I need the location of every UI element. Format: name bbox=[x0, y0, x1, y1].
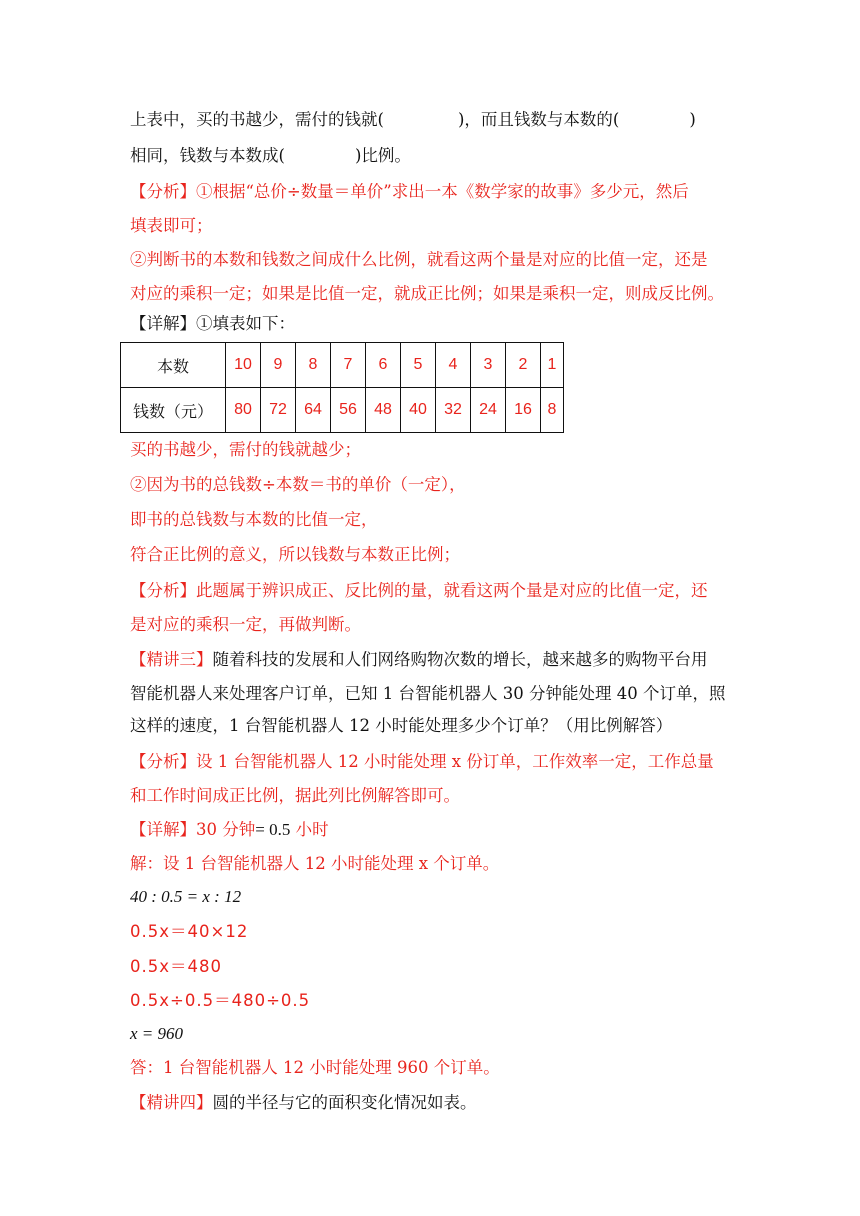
analysis-line-4: 对应的乘积一定；如果是比值一定，就成正比例；如果是乘积一定，则成反比例。 bbox=[130, 284, 724, 303]
table-cell: 5 bbox=[401, 343, 436, 388]
table-cell: 80 bbox=[226, 388, 261, 433]
lecture-tag: 【精讲四】 bbox=[130, 1093, 213, 1112]
table-cell: 9 bbox=[261, 343, 296, 388]
analysis-text: 此题属于辨识成正、反比例的量，就看这两个量是对应的比值一定，还 bbox=[196, 581, 708, 600]
table-cell: 64 bbox=[296, 388, 331, 433]
table-cell: 6 bbox=[366, 343, 401, 388]
detail-text: 小时 bbox=[290, 820, 329, 839]
solve-line: 解：设 1 台智能机器人 12 小时能处理 x 个订单。 bbox=[130, 854, 500, 873]
table-cell: 56 bbox=[331, 388, 366, 433]
detail-after-line-4: 符合正比例的意义，所以钱数与本数正比例； bbox=[130, 545, 460, 564]
analysis2-line-1 bbox=[130, 579, 708, 603]
lecture3-line-3: 这样的速度，1 台智能机器人 12 小时能处理多少个订单？（用比例解答） bbox=[130, 716, 673, 735]
detail-after-line-2: ②因为书的总钱数÷本数＝书的单价（一定）， bbox=[130, 475, 466, 494]
analysis3-line-1 bbox=[130, 750, 714, 774]
table-cell: 16 bbox=[506, 388, 541, 433]
lecture4-line bbox=[130, 1091, 477, 1115]
question-line-2 bbox=[130, 144, 411, 168]
table-row-money bbox=[121, 388, 564, 433]
question-text: )，而且钱数与本数的( bbox=[457, 110, 620, 129]
lecture-tag: 【精讲三】 bbox=[130, 650, 213, 669]
question-text: 上表中，买的书越少，需付的钱就( bbox=[130, 110, 384, 129]
table-cell: 8 bbox=[541, 388, 564, 433]
books-money-table bbox=[120, 342, 564, 433]
detail3-line bbox=[130, 818, 329, 842]
table-cell: 32 bbox=[436, 388, 471, 433]
detail-after-line-1: 买的书越少，需付的钱就越少； bbox=[130, 440, 361, 459]
table-cell: 40 bbox=[401, 388, 436, 433]
equation-step-1: 0.5x＝40×12 bbox=[130, 922, 249, 941]
detail-line bbox=[130, 312, 295, 336]
detail-after-line-3: 即书的总钱数与本数的比值一定， bbox=[130, 510, 378, 529]
lecture-text: 随着科技的发展和人们网络购物次数的增长，越来越多的购物平台用 bbox=[212, 650, 708, 669]
table-cell: 72 bbox=[261, 388, 296, 433]
lecture3-line-1 bbox=[130, 648, 708, 672]
equation-step-3: 0.5x÷0.5＝480÷0.5 bbox=[130, 991, 311, 1010]
table-cell: 3 bbox=[471, 343, 506, 388]
question-line-1 bbox=[130, 108, 696, 132]
lecture3-line-2: 智能机器人来处理客户订单，已知 1 台智能机器人 30 分钟能处理 40 个订单，照 bbox=[130, 684, 726, 703]
table-cell: 4 bbox=[436, 343, 471, 388]
detail-tag: 【详解】 bbox=[130, 314, 196, 333]
table-cell: 7 bbox=[331, 343, 366, 388]
equation-result: x = 960 bbox=[130, 1024, 184, 1043]
analysis-tag: 【分析】 bbox=[130, 182, 196, 201]
table-cell: 48 bbox=[366, 388, 401, 433]
question-text: 相同，钱数与本数成( bbox=[130, 146, 285, 165]
analysis-tag: 【分析】 bbox=[130, 581, 196, 600]
analysis-line-2: 填表即可； bbox=[130, 216, 213, 235]
analysis-text: 设 1 台智能机器人 12 小时能处理 x 份订单，工作效率一定，工作总量 bbox=[196, 752, 714, 771]
analysis-line-1 bbox=[130, 180, 689, 204]
math-expression: = 0.5 bbox=[255, 820, 291, 839]
equation-step-2: 0.5x＝480 bbox=[130, 957, 222, 976]
lecture-text: 圆的半径与它的面积变化情况如表。 bbox=[212, 1093, 477, 1112]
equation-proportion: 40 : 0.5 = x : 12 bbox=[130, 887, 242, 906]
table-cell: 24 bbox=[471, 388, 506, 433]
table-cell: 2 bbox=[506, 343, 541, 388]
detail-text: ①填表如下： bbox=[196, 314, 295, 333]
detail-tag: 【详解】 bbox=[130, 820, 196, 839]
question-text: ) bbox=[689, 110, 696, 129]
analysis2-line-2: 是对应的乘积一定，再做判断。 bbox=[130, 615, 361, 634]
analysis-text: ①根据“总价÷数量＝单价”求出一本《数学家的故事》多少元，然后 bbox=[196, 182, 689, 201]
table-row-header: 本数 bbox=[121, 343, 226, 388]
table-row-books bbox=[121, 343, 564, 388]
table-cell: 8 bbox=[296, 343, 331, 388]
analysis-tag: 【分析】 bbox=[130, 752, 196, 771]
table-cell: 10 bbox=[226, 343, 261, 388]
analysis-line-3: ②判断书的本数和钱数之间成什么比例，就看这两个量是对应的比值一定，还是 bbox=[130, 250, 708, 269]
detail-text: 30 分钟 bbox=[196, 820, 256, 839]
question-text: )比例。 bbox=[354, 146, 411, 165]
analysis3-line-2: 和工作时间成正比例，据此列比例解答即可。 bbox=[130, 786, 460, 805]
table-row-header: 钱数（元） bbox=[121, 388, 226, 433]
answer-line: 答：1 台智能机器人 12 小时能处理 960 个订单。 bbox=[130, 1058, 500, 1077]
table-cell: 1 bbox=[541, 343, 564, 388]
